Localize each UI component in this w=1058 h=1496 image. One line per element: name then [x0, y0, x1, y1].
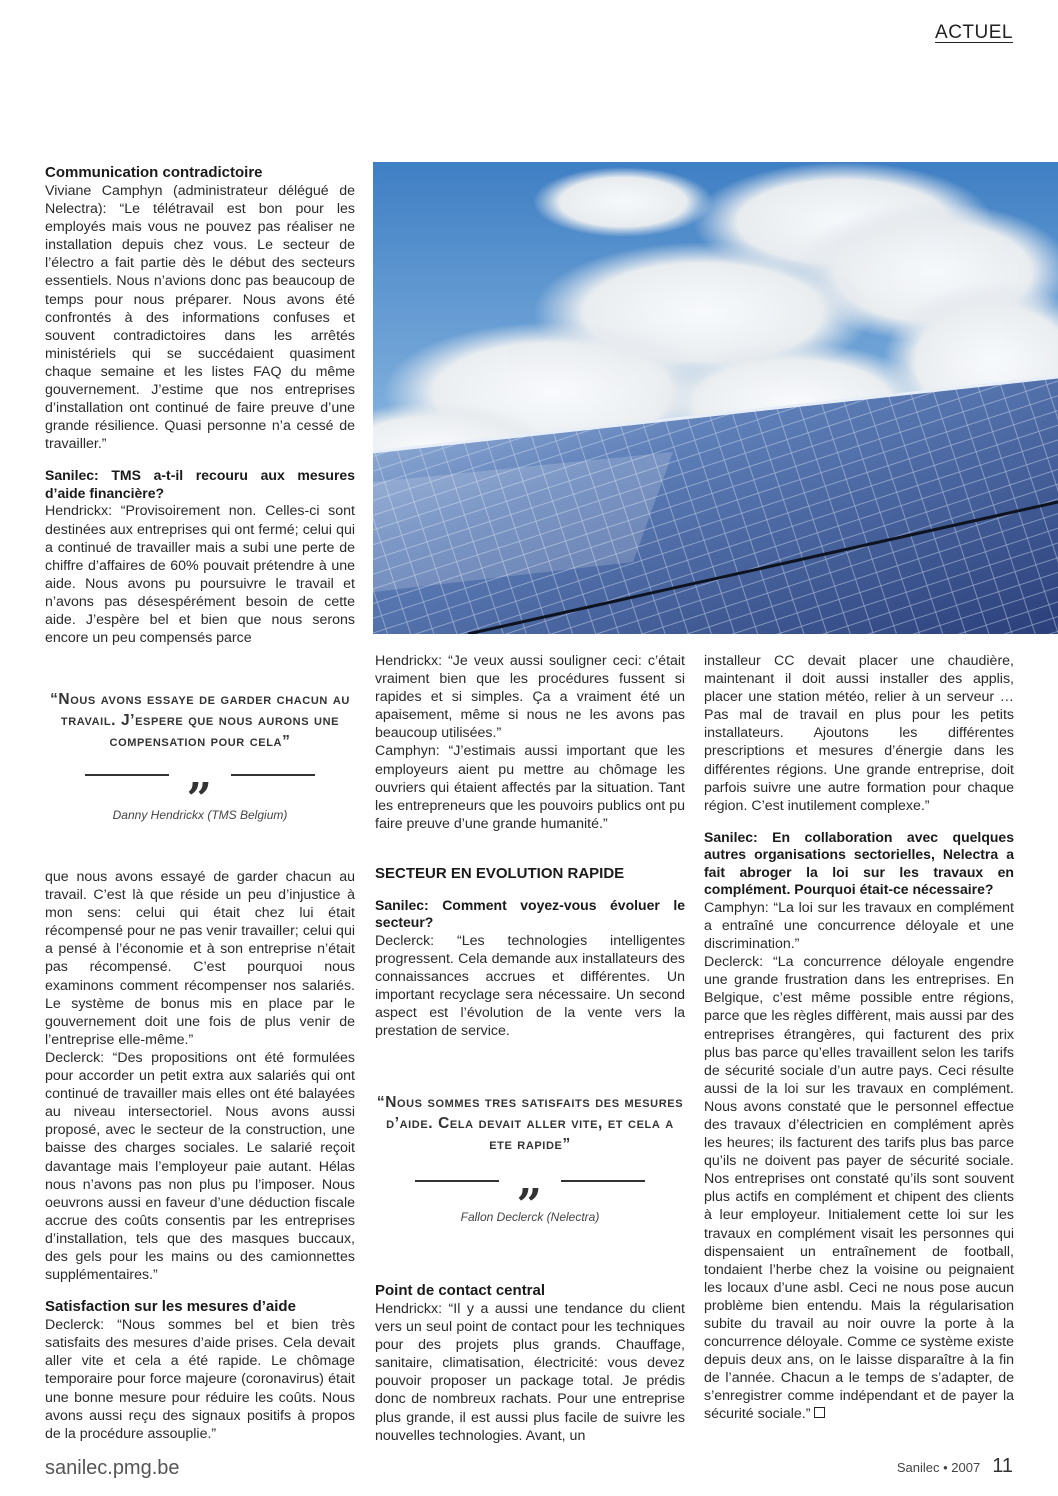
paragraph-communication: Viviane Camphyn (administrateur délégué de Nelectra): “Le télétravail est bon pour les employés mais vous ne pouvez pas réaliser ne installation depuis chez vous. Le secteur de l’électro a fait partie dès le début des secteurs essentiels. Nous n’avions donc pas beaucoup de temps pour nous préparer. Nous avons été confrontés à des informations confuses et souvent contradictoires dans les arrêtés ministériels qui se succédaient quasiment chaque semaine et les listes FAQ du même gouvernement. J’estime que nos entreprises d’installation ont continué de faire preuve d’une grande résilience. Quasi personne n’a cessé de travailler.” [45, 183, 355, 453]
heading-point-contact: Point de contact central [375, 1282, 546, 1299]
paragraph-evoluer: Declerck: “Les technologies intelligentes progressent. Cela demande aux installateurs des connaissances accrues et différentes. Un important recyclage sera nécessaire. Un second aspect est l’évolution de la vente vers la prestation de service. [375, 932, 685, 1040]
paragraph-point-contact: Hendrickx: “Il y a aussi une tendance du client vers un seul point de contact pour les techniques pour des projets plus grands. Chauffage, sanitaire, climatisation, électricité: vous devez pouvoir proposer un package total. Je prédis donc de nombreux rachats. Pour une entreprise plus grande, il est aussi plus facile de suivre les nouvelles technologies. Avant, un [375, 1301, 685, 1444]
paragraph-loi-declerck [704, 953, 1014, 1423]
footer-magazine: Sanilec • 2007 [896, 1460, 981, 1475]
quote-attribution-2: Fallon Declerck (Nelectra) [460, 1210, 600, 1224]
question-evoluer: Sanilec: Comment voyez-vous évoluer le secteur? [375, 896, 685, 931]
paragraph-tms: Hendrickx: “Provisoirement non. Celles-ci sont destinées aux entreprises qui ont fermé; celui qui a continué de travailler mais a subi une perte de chiffre d’affaires de 60% pouvait prétendre à une aide. Nous avons pu poursuivre le travail et n’avons pas désespérément besoin de cette aide. J’espère bel et bien que nous serons encore un peu compensés parce [45, 503, 355, 647]
paragraph-declerck: Declerck: “Des propositions ont été formulées pour accorder un petit extra aux salariés qui ont continué de travailler mais elles ont été balayées au niveau intersectoriel. Nous avons aussi proposé, avec le secteur de la construction, une baisse des charges sociales. Le salarié reçoit davantage mais l’employeur paie autant. Hélas nous n’avons pas non plus pu l’imposer. Nous oeuvrons aussi en faveur d’une déduction fiscale accrue des coûts consentis par les entreprises d’installation, tels que des masques buccaux, des gels pour les mains ou des camionnettes supplémentaires.” [45, 1049, 355, 1284]
paragraph-camphyn: Camphyn: “J’estimais aussi important que les employeurs aient pu mettre au chômage les ouvriers qui étaient affectés par la situation. Tant les entrepreneurs que les pouvoirs publics ont pu faire preuve d’une grande humanité.” [375, 743, 685, 832]
divider-line [231, 774, 315, 776]
paragraph-continued: que nous avons essayé de garder chacun au travail. C’est là que réside un peu d’injustice à mon sens: celui qui était chez lui était récompensé pour ne pas venir travailler; celui qui a pensé à l’économie et à son entreprise n’était pas récompensé. C’est pourquoi nous examinons comment récompenser nos salariés. Le système de bonus mis en place par le gouvernement doit une fois de plus venir de l’entreprise elle-même.” [45, 869, 355, 1048]
footer-right [897, 1455, 1013, 1478]
column-2-upper [375, 652, 685, 1041]
paragraph-loi-declerck-text: Declerck: “La concurrence déloyale engendre une grande frustration dans les entreprises. En Belgique, c’est même possible entre régions, parce que les règles diffèrent, mais aussi par des entreprises étrangères, qui facturent des prix plus bas parce qu’elles travaillent selon les tarifs de sécurité sociale d’un autre pays. Ceci résulte aussi de la loi sur les travaux en complément. Nous avons constaté que le personnel effectue des travaux d’électricien en complément après les heures; ils facturent des tarifs plus bas parce qu’ils ne doivent pas payer de sécurité sociale. Nos entreprises ont constaté qu’ils sont souvent plus actifs en complément et chipent des clients à leur employeur. Initialement cette loi sur les travaux en complément visait les personnes qui dispensaient un entraînement de football, tondaient l’herbe chez la voisine ou peignaient les locaux d’une asbl. Ceci ne nous pose aucun problème bien entendu. Mais la régularisation subite du travail au noir ouvre la porte à la concurrence déloyale. Comme ce système existe depuis deux ans, on le laisse disparaître à la fin de l’année. Chacun a le temps de s’adapter, de s’enregistrer comme indépendant et de payer la sécurité sociale.” [704, 954, 1014, 1423]
page-number: 11 [992, 1455, 1013, 1477]
quote-divider-1 [45, 749, 355, 800]
footer-url: sanilec.pmg.be [45, 1457, 180, 1479]
solar-panel-photo [373, 162, 1058, 634]
section-tag: ACTUEL [935, 22, 1013, 43]
closing-quote-icon: „ [187, 749, 213, 800]
column-3 [704, 652, 1014, 1424]
column-1-lower [45, 868, 355, 1443]
quote-attribution-1: Danny Hendrickx (TMS Belgium) [112, 808, 288, 822]
solar-panel-illustration [373, 162, 1058, 634]
divider-line [415, 1180, 499, 1182]
paragraph-hendrickx: Hendrickx: “Je veux aussi souligner ceci: c’était vraiment bien que les procédures fussent si rapides et si simples. Ça a vraiment été un apaisement, même si nous ne les avons pas beaucoup utilisées.” [375, 653, 685, 742]
pull-quote-1: “Nous avons essaye de garder chacun au travail. J’espere que nous aurons une compensation pour cela” [50, 691, 350, 750]
closing-quote-icon: „ [517, 1155, 543, 1206]
pull-quote-2: “Nous sommes tres satisfaits des mesures d’aide. Cela devait aller vite, et cela a ete rapide” [376, 1094, 684, 1153]
heading-satisfaction: Satisfaction sur les mesures d’aide [45, 1298, 296, 1316]
end-mark-icon [814, 1407, 825, 1418]
divider-line [561, 1180, 645, 1182]
question-tms: Sanilec: TMS a-t-il recouru aux mesures d’aide financière? [45, 467, 355, 501]
column-1-upper [45, 164, 355, 647]
quote-divider-2 [375, 1155, 685, 1206]
heading-communication: Communication contradictoire [45, 164, 263, 181]
divider-line [85, 774, 169, 776]
paragraph-installateur: installeur CC devait placer une chaudière, maintenant il doit aussi installer des applis, placer une station météo, relier à un serveur … Pas mal de travail en plus pour les petits installateurs. Ajoutons les différentes prescriptions et mesures d’énergie dans les différentes régions. Une grande entreprise, doit parfois suivre une autre formation pour chaque région. C’est inutilement complexe.” [704, 653, 1014, 814]
question-loi: Sanilec: En collaboration avec quelques autres organisations sectorielles, Nelectra a fait abroger la loi sur les travaux en complément. Pourquoi était-ce nécessaire? [704, 828, 1014, 898]
paragraph-satisfaction: Declerck: “Nous sommes bel et bien très satisfaits des mesures d’aide prises. Cela devait aller vite et cela a été rapide. Le chômage temporaire pour force majeure (coronavirus) était une bonne mesure pour réduire les coûts. Nous avons aussi reçu des signaux positifs à propos de la procédure assouplie.” [45, 1317, 355, 1442]
paragraph-loi-camphyn: Camphyn: “La loi sur les travaux en complément a entraîné une concurrence déloyale et une discrimination.” [704, 899, 1014, 953]
heading-secteur: SECTEUR EN EVOLUTION RAPIDE [375, 864, 625, 882]
column-2-lower [375, 1282, 685, 1445]
